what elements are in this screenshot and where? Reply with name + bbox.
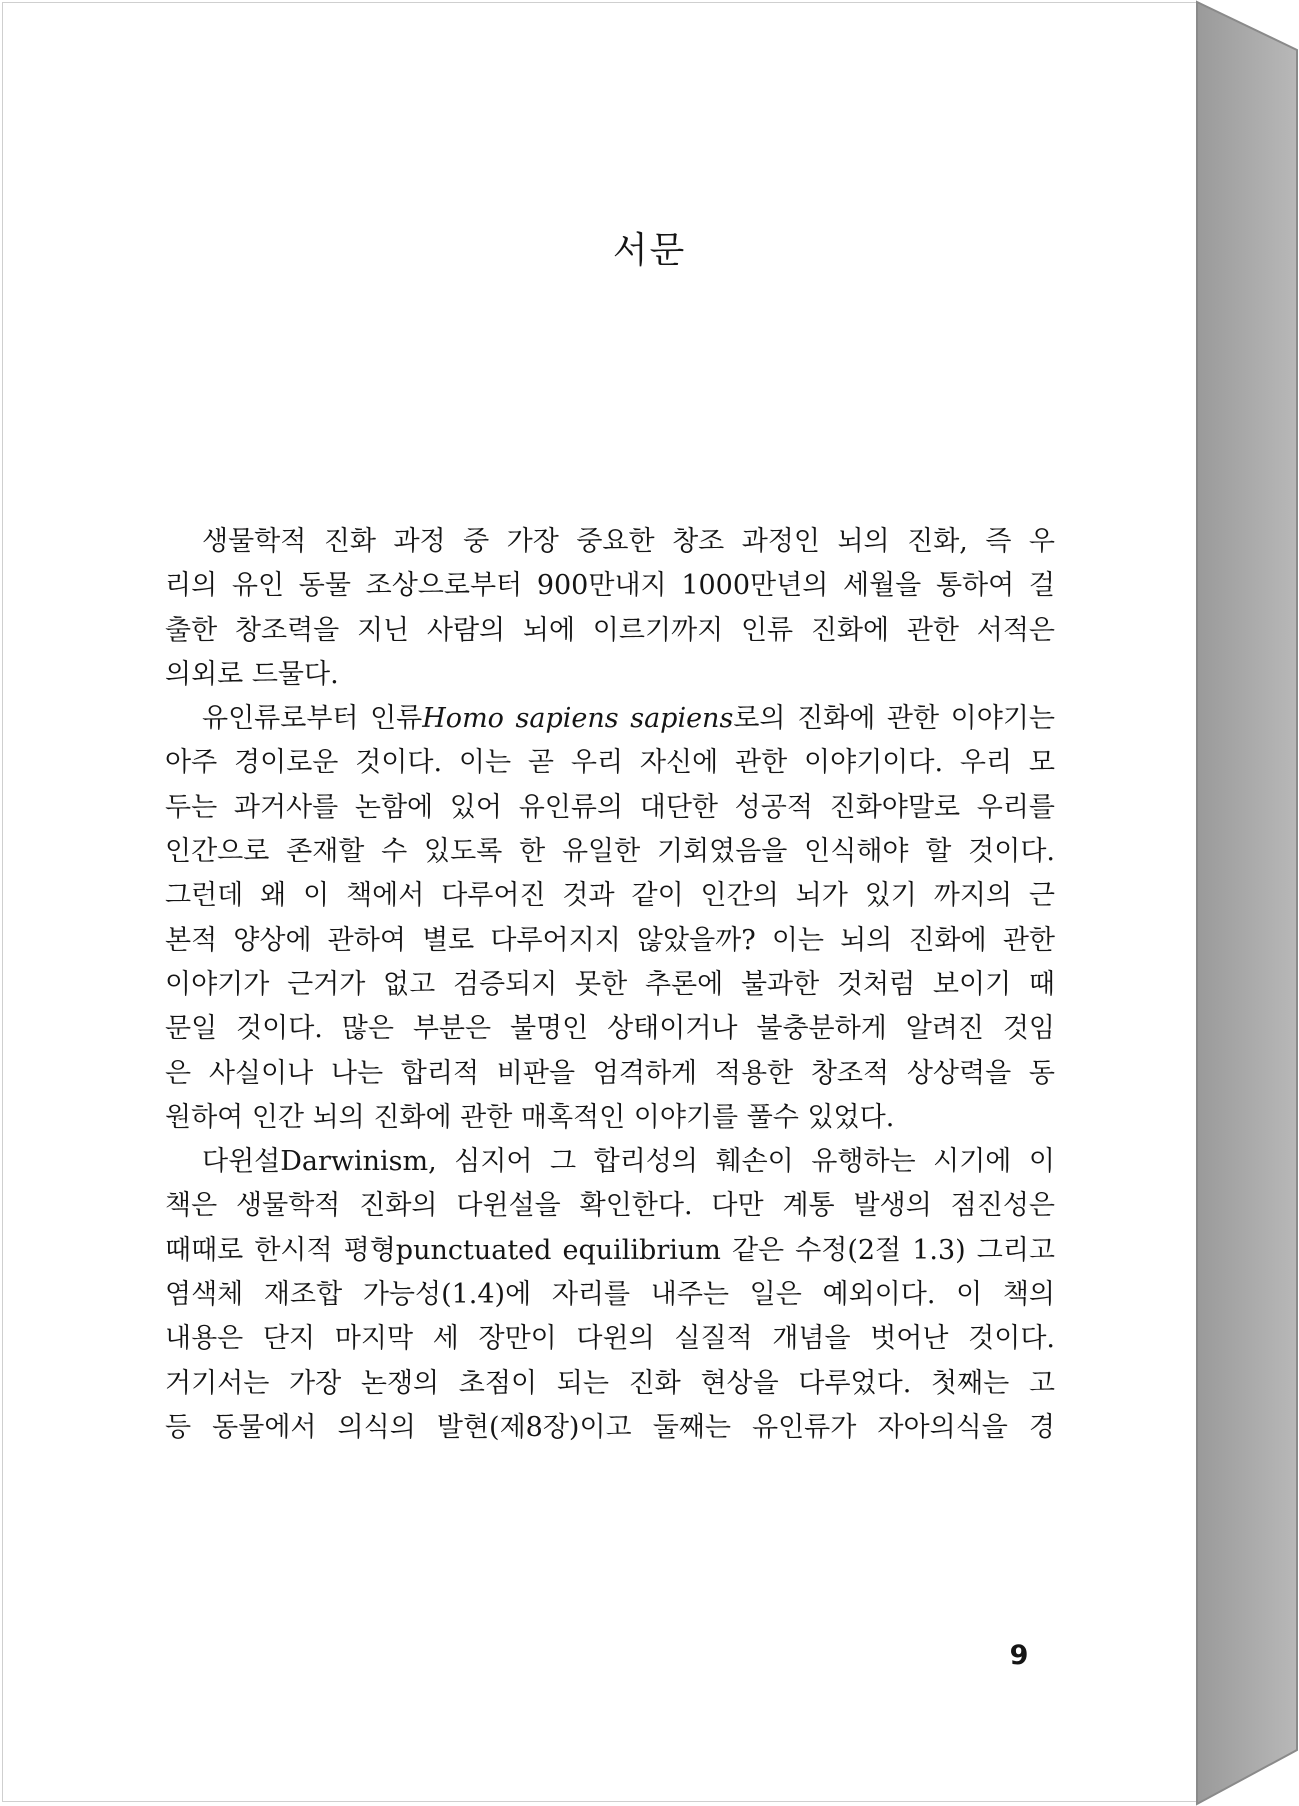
text-line: 그런데 왜 이 책에서 다루어진 것과 같이 인간의 뇌가 있기 까지의 근 xyxy=(165,880,1055,912)
text-line: 문일 것이다. 많은 부분은 불명인 상태이거나 불충분하게 알려진 것임 xyxy=(165,1013,1055,1045)
text-line: 다윈설Darwinism, 심지어 그 합리성의 훼손이 유행하는 시기에 이 xyxy=(202,1146,1055,1178)
text-line: 리의 유인 동물 조상으로부터 900만내지 1000만년의 세월을 통하여 걸 xyxy=(165,570,1055,602)
text-line: 은 사실이나 나는 합리적 비판을 엄격하게 적용한 창조적 상상력을 동 xyxy=(165,1057,1055,1089)
italic-term: Homo sapiens sapiens xyxy=(422,703,734,735)
text-line: 때때로 한시적 평형punctuated equilibrium 같은 수정(2절 1.3) 그리고 xyxy=(165,1234,1055,1266)
text-line: 내용은 단지 마지막 세 장만이 다윈의 실질적 개념을 벗어난 것이다. xyxy=(165,1323,1055,1355)
text-line: 이야기가 근거가 없고 검증되지 못한 추론에 불과한 것처럼 보이기 때 xyxy=(165,968,1055,1000)
body-text xyxy=(165,520,1055,1450)
text-segment: 로의 진화에 관한 이야기는 xyxy=(733,703,1056,735)
text-line: 염색체 재조합 가능성(1.4)에 자리를 내주는 일은 예외이다. 이 책의 xyxy=(165,1279,1055,1311)
text-line: 아주 경이로운 것이다. 이는 곧 우리 자신에 관한 이야기이다. 우리 모 xyxy=(165,747,1055,779)
text-segment: 유인류로부터 인류 xyxy=(202,703,423,735)
text-line: 생물학적 진화 과정 중 가장 중요한 창조 과정인 뇌의 진화, 즉 우 xyxy=(202,526,1055,557)
text-line: 의외로 드물다. xyxy=(165,658,339,690)
page-title: 서문 xyxy=(612,230,687,271)
text-line xyxy=(165,697,1055,741)
text-line: 등 동물에서 의식의 발현(제8장)이고 둘째는 유인류가 자아의식을 경 xyxy=(165,1411,1055,1443)
text-line: 출한 창조력을 지닌 사람의 뇌에 이르기까지 인류 진화에 관한 서적은 xyxy=(165,614,1055,646)
text-line: 본적 양상에 관하여 별로 다루어지지 않았을까? 이는 뇌의 진화에 관한 xyxy=(165,924,1055,956)
text-line: 책은 생물학적 진화의 다윈설을 확인한다. 다만 계통 발생의 점진성은 xyxy=(165,1190,1055,1222)
text-line: 인간으로 존재할 수 있도록 한 유일한 기회였음을 인식해야 할 것이다. xyxy=(165,836,1055,868)
page-number: 9 xyxy=(1009,1640,1029,1671)
text-line: 거기서는 가장 논쟁의 초점이 되는 진화 현상을 다루었다. 첫째는 고 xyxy=(165,1367,1055,1399)
text-line: 두는 과거사를 논함에 있어 유인류의 대단한 성공적 진화야말로 우리를 xyxy=(165,791,1055,823)
text-line: 원하여 인간 뇌의 진화에 관한 매혹적인 이야기를 풀수 있었다. xyxy=(165,1101,895,1133)
